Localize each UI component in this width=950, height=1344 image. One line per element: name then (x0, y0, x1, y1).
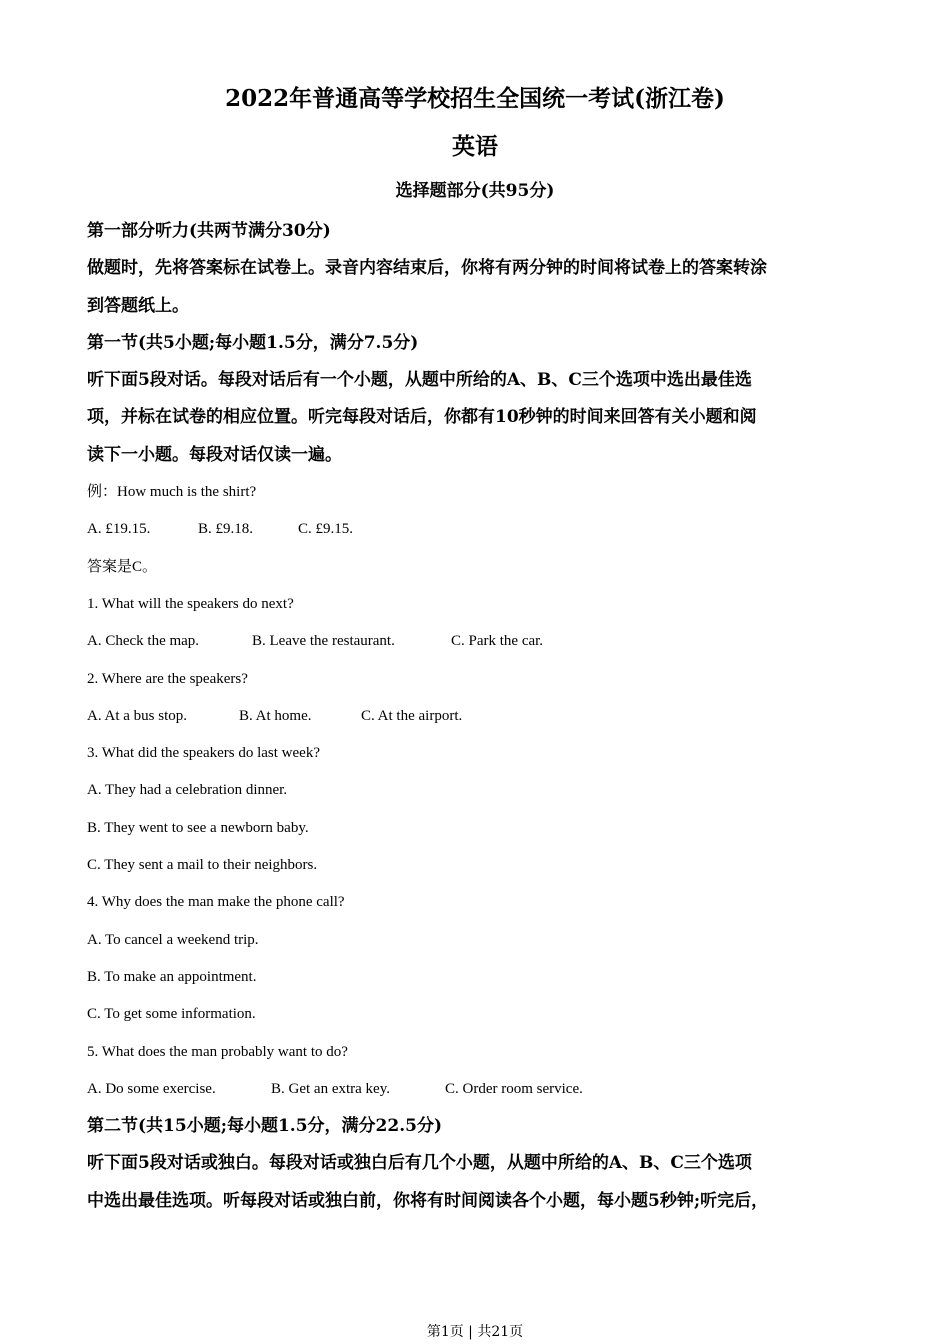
question-text: 2. Where are the speakers? (87, 670, 248, 687)
option-a: A. Check the map. (87, 633, 200, 650)
subject-title: 英语 (452, 133, 498, 160)
option-b: B. Leave the restaurant. (252, 633, 395, 650)
question-options (87, 698, 867, 735)
option-a: A. £19.15. (87, 521, 151, 538)
exam-title: 2022年普通高等学校招生全国统一考试(浙江卷) (225, 85, 725, 112)
option-a: A. At a bus stop. (87, 707, 188, 724)
subsection-instruction: 听下面5段对话。每段对话后有一个小题，从题中所给的A、B、C三个选项中选出最佳选 (87, 370, 752, 391)
question-options (87, 623, 867, 660)
subsection-heading: 第一节(共5小题;每小题1.5分，满分7.5分) (87, 332, 419, 353)
subsection-instruction: 中选出最佳选项。听每段对话或独白前，你将有时间阅读各个小题，每小题5秒钟;听完后， (87, 1190, 769, 1211)
subsection-heading: 第二节(共15小题;每小题1.5分，满分22.5分) (87, 1116, 442, 1137)
option-c: C. £9.15. (298, 521, 354, 538)
example-question: 例：How much is the shirt? (87, 484, 257, 501)
option-b: B. They went to see a newborn baby. (87, 819, 309, 836)
subsection-instruction: 读下一小题。每段对话仅读一遍。 (87, 444, 342, 465)
example-answer: 答案是C。 (87, 558, 158, 575)
subsection-instruction: 项，并标在试卷的相应位置。听完每段对话后，你都有10秒钟的时间来回答有关小题和阅 (87, 407, 757, 428)
option-b: B. £9.18. (198, 521, 254, 538)
part-title: 选择题部分(共95分) (395, 181, 555, 201)
option-a: A. To cancel a weekend trip. (87, 931, 259, 948)
question-text: 4. Why does the man make the phone call? (87, 894, 345, 911)
section-heading: 第一部分听力(共两节满分30分) (87, 221, 331, 241)
subsection-instruction: 听下面5段对话或独白。每段对话或独白后有几个小题，从题中所给的A、B、C三个选项 (87, 1153, 752, 1174)
question-options (87, 1071, 867, 1108)
option-c: C. Order room service. (445, 1080, 583, 1097)
option-c: C. They sent a mail to their neighbors. (87, 857, 318, 874)
option-b: B. To make an appointment. (87, 968, 257, 985)
option-b: B. At home. (239, 707, 312, 724)
option-c: C. At the airport. (361, 707, 463, 724)
question-text: 3. What did the speakers do last week? (87, 745, 320, 762)
section-instruction: 到答题纸上。 (87, 295, 189, 316)
section-instruction: 做题时，先将答案标在试卷上。录音内容结束后，你将有两分钟的时间将试卷上的答案转涂 (87, 258, 767, 279)
question-text: 5. What does the man probably want to do? (87, 1043, 348, 1060)
option-b: B. Get an extra key. (271, 1080, 390, 1097)
exam-body (87, 213, 867, 1220)
page-footer: 第1页 | 共21页 (426, 1324, 524, 1340)
option-a: A. They had a celebration dinner. (87, 782, 288, 799)
option-c: C. Park the car. (451, 633, 544, 650)
option-a: A. Do some exercise. (87, 1080, 216, 1097)
example-options (87, 511, 867, 548)
option-c: C. To get some information. (87, 1006, 256, 1023)
question-text: 1. What will the speakers do next? (87, 595, 294, 612)
